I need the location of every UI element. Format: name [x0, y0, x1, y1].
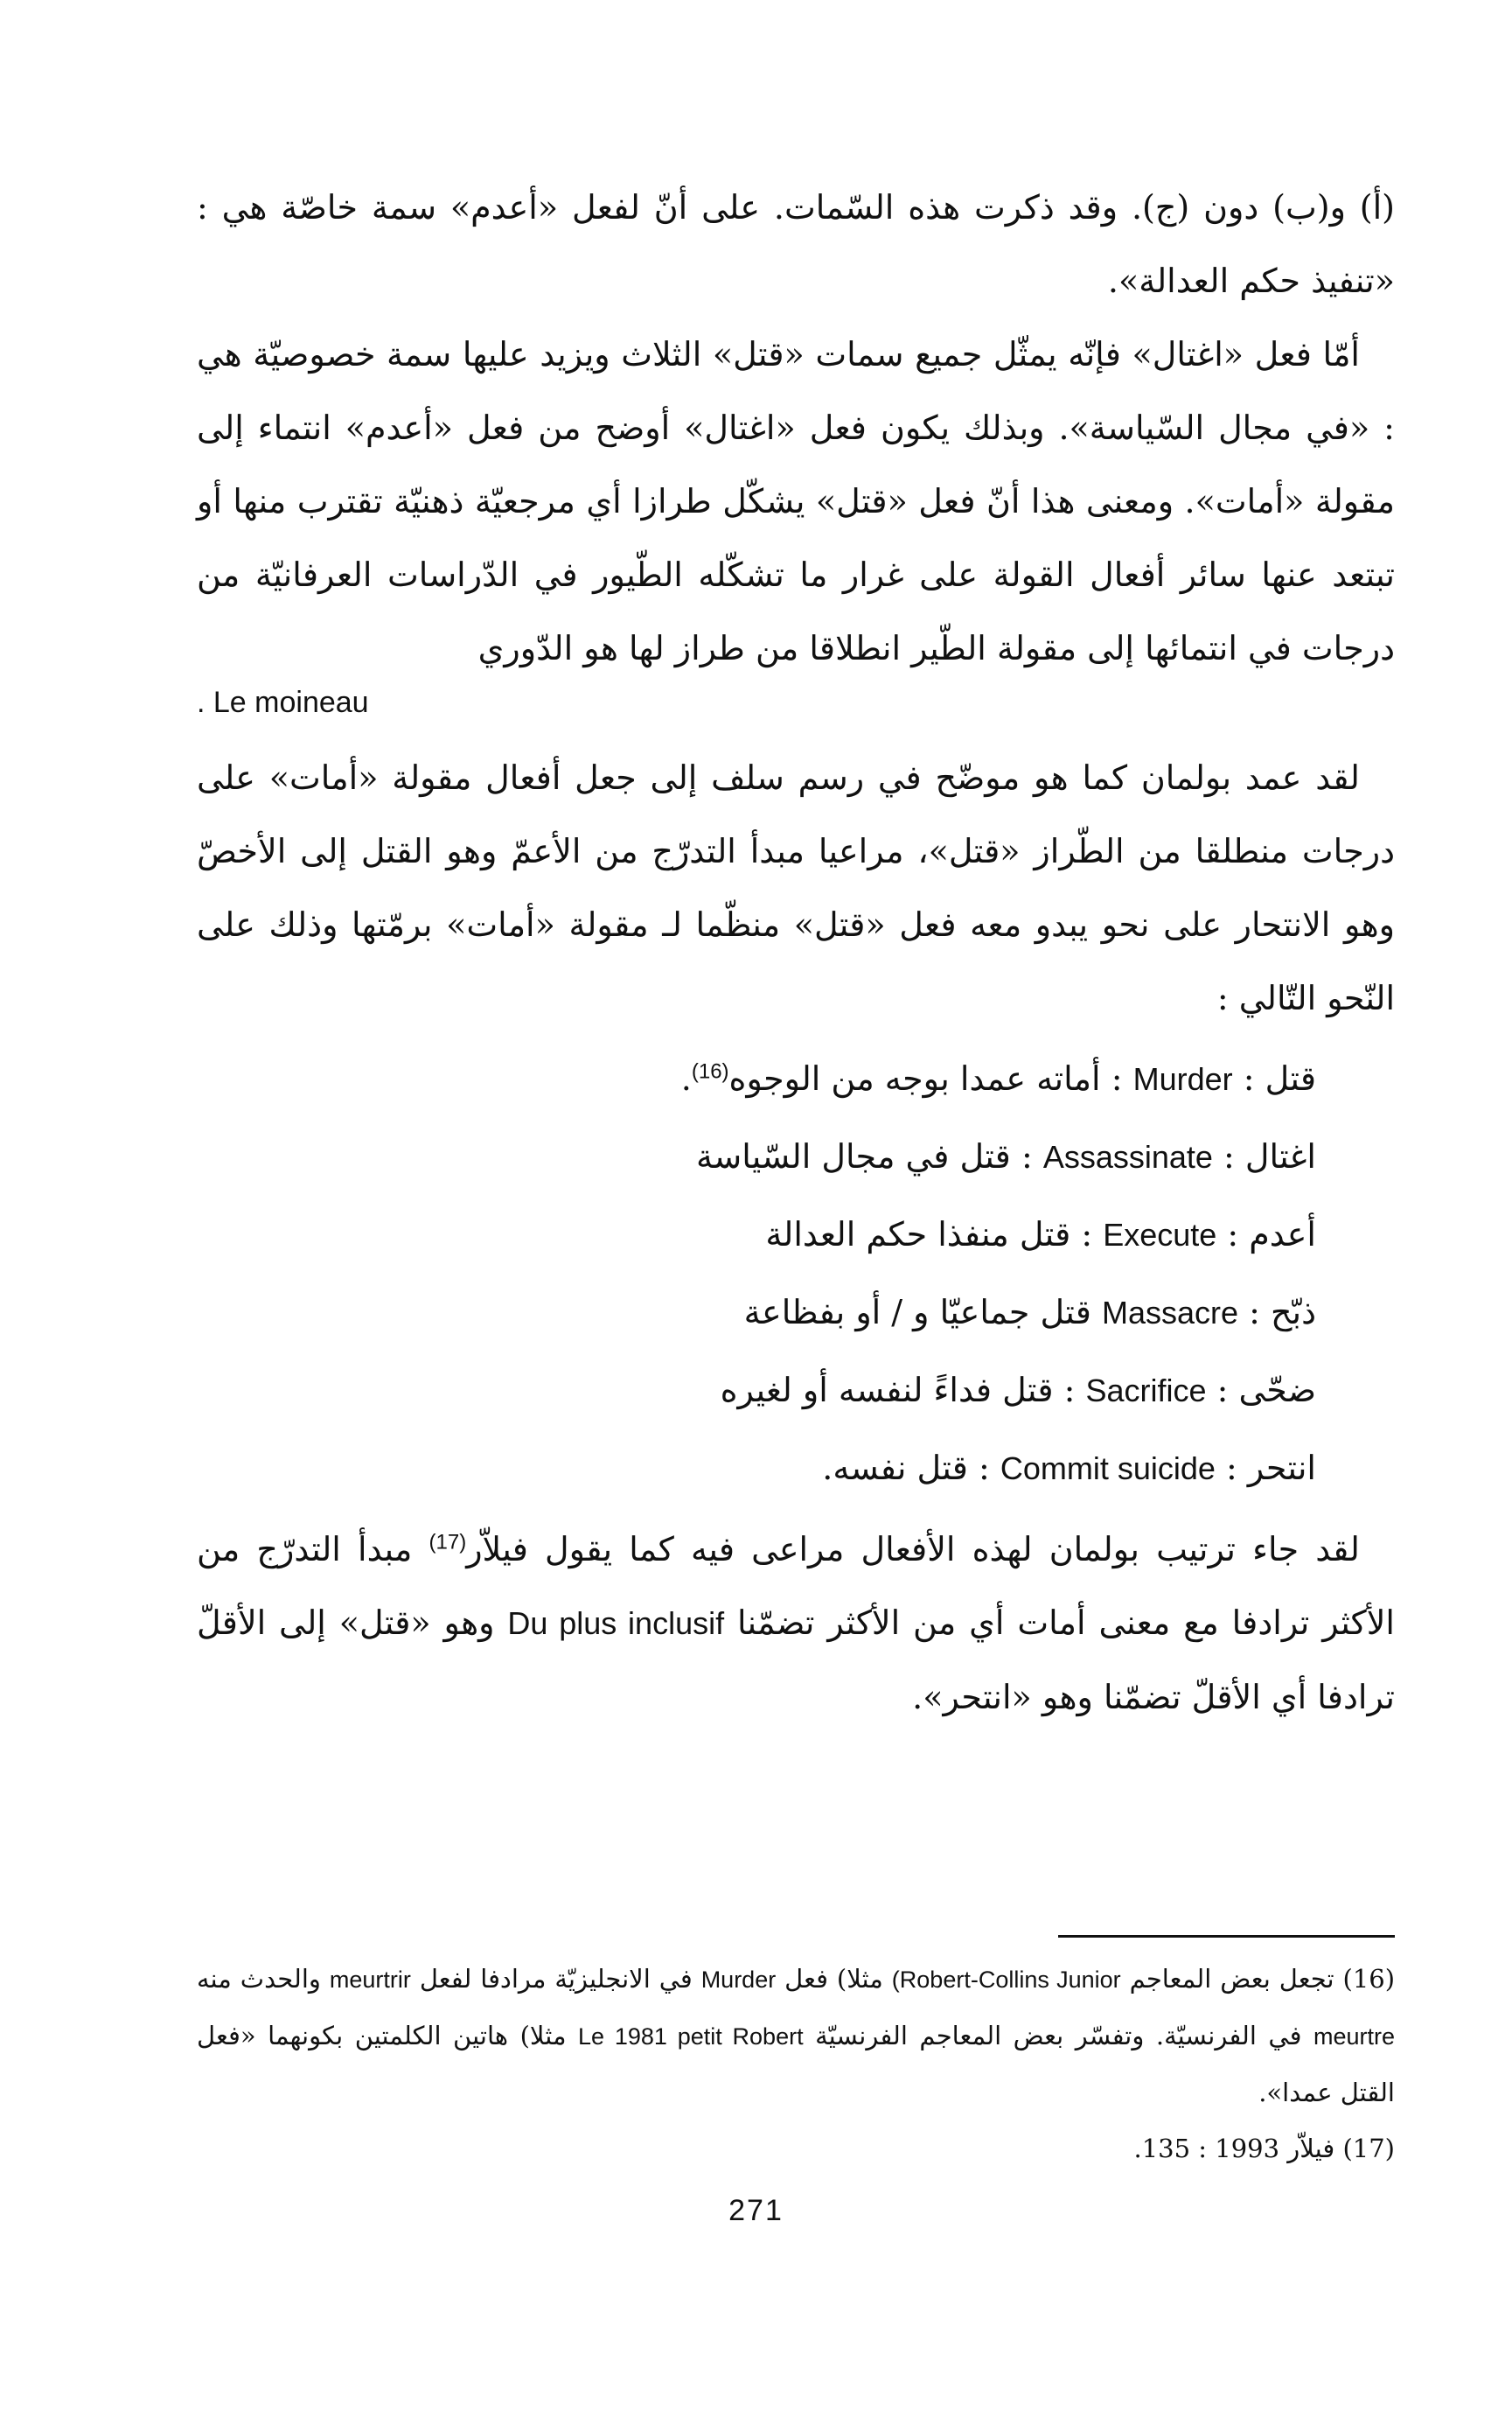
footnote-16-text: مثلا) فعل: [784, 1964, 883, 1994]
footnote-16-latin: meurtrir: [329, 1966, 411, 1993]
definition-verb: أعدم: [1249, 1215, 1316, 1254]
footnote-17-number: (17): [1342, 2134, 1395, 2163]
footnote-ref-17: (17): [429, 1530, 467, 1554]
definition-english: Execute: [1103, 1217, 1217, 1253]
definition-gloss: قتل فداءً لنفسه أو لغيره: [720, 1371, 1054, 1409]
paragraph-2-latin: . Le moineau: [197, 686, 369, 719]
footnote-16-text: في الفرنسيّة. وتفسّر بعض المعاجم الفرنسيّة: [815, 2021, 1302, 2050]
footnote-16-latin: Murder: [700, 1966, 777, 1993]
footnote-17-text: فيلاّر 1993 : 135.: [1133, 2134, 1335, 2163]
footnote-16-text: في الانجليزيّة مرادفا لفعل: [419, 1964, 693, 1994]
definition-gloss: قتل في مجال السّياسة: [696, 1137, 1011, 1176]
footnote-16: [197, 1951, 1395, 2120]
paragraph-4-text-1: لقد جاء ترتيب بولمان لهذه الأفعال مراعى فيه كما يقول فيلاّر: [466, 1530, 1360, 1568]
definition-gloss: قتل منفذا حكم العدالة: [765, 1215, 1071, 1254]
definition-english: Commit suicide: [1000, 1450, 1216, 1486]
definition-item: اغتال : Assassinate : قتل في مجال السّياسة: [696, 1137, 1316, 1176]
definition-verb: اغتال: [1244, 1137, 1316, 1176]
definition-item: أعدم : Execute : قتل منفذا حكم العدالة: [765, 1215, 1316, 1254]
definition-english: Massacre: [1101, 1295, 1238, 1331]
paragraph-3-text: لقد عمد بولمان كما هو موضّح في رسم سلف إلى جعل أفعال مقولة «أمات» على درجات منطلقا من الطّراز «قتل»، مراعيا مبدأ التدرّج من الأعمّ وهو القتل إلى الأخصّ وهو الانتحار على نحو يبدو معه فعل «قتل» منظّما لـ مقولة «أمات» برمّتها وذلك على النّحو التّالي :: [197, 758, 1395, 1017]
definition-verb: ضحّى: [1238, 1371, 1316, 1409]
footnote-16-text: والحدث منه: [197, 1964, 321, 1994]
definition-gloss: قتل نفسه.: [822, 1449, 968, 1487]
footnote-16-latin: (Robert-Collins Junior: [891, 1966, 1121, 1993]
paragraph-4-text-2: مبدأ التدرّج من الأكثر ترادفا مع معنى أمات أي من الأكثر تضمّنا: [197, 1530, 1395, 1642]
definition-verb: قتل: [1265, 1059, 1316, 1098]
definition-item: ضحّى : Sacrifice : قتل فداءً لنفسه أو لغيره: [720, 1371, 1316, 1409]
definition-english: Assassinate: [1042, 1139, 1213, 1175]
footnotes: [197, 1951, 1395, 2176]
footnote-16-number: (16): [1342, 1964, 1396, 1994]
paragraph-1: [197, 171, 1395, 318]
footnote-16-text: تجعل بعض المعاجم: [1129, 1964, 1334, 1994]
page-number: 271: [728, 2194, 784, 2227]
footnote-separator: [1058, 1935, 1395, 1938]
footnote-ref-16: (16): [691, 1059, 729, 1084]
verb-definitions-list: [197, 1040, 1395, 1507]
definition-gloss: قتل جماعيّا و / أو بفظاعة: [743, 1293, 1091, 1331]
footnote-16-latin: Le 1981 petit Robert: [578, 2023, 804, 2050]
paragraph-2-text: أمّا فعل «اغتال» فإنّه يمثّل جميع سمات «قتل» الثلاث ويزيد عليها سمة خصوصيّة هي : «في مجال السّياسة». وبذلك يكون فعل «اغتال» أوضح من فعل «أعدم» انتماء إلى مقولة «أمات». ومعنى هذا أنّ فعل «قتل» يشكّل طرازا أي مرجعيّة ذهنيّة تقترب منها أو تبتعد عنها سائر أفعال القولة على غرار ما تشكّله الطّيور في الدّراسات العرفانيّة من درجات في انتمائها إلى مقولة الطّير انطلاقا من طراز لها هو الدّوري: [197, 335, 1395, 667]
paragraph-4-text-3: وهو «قتل» إلى الأقلّ ترادفا أي الأقلّ تضمّنا وهو «انتحر».: [197, 1603, 1395, 1716]
main-text: [197, 171, 1395, 1734]
footnote-16-latin: meurtre: [1313, 2023, 1395, 2050]
definition-item: قتل : Murder : أماته عمدا بوجه من الوجوه$^{(16)}$.: [680, 1059, 1316, 1098]
paragraph-4: [197, 1512, 1395, 1734]
definition-verb: ذبّح: [1270, 1293, 1316, 1331]
paragraph-4-latin: Du plus inclusif: [507, 1605, 725, 1641]
paragraph-2: [197, 318, 1395, 685]
footnote-16-text: مثلا) هاتين الكلمتين بكونهما «فعل القتل عمدا».: [197, 2021, 1395, 2107]
definition-english: Sacrifice: [1085, 1373, 1207, 1408]
paragraph-3: [197, 741, 1395, 1035]
paragraph-1-text: (أ) و(ب) دون (ج). وقد ذكرت هذه السّمات. على أنّ لفعل «أعدم» سمة خاصّة هي : «تنفيذ حكم العدالة».: [197, 188, 1395, 300]
definition-english: Murder: [1132, 1061, 1233, 1097]
footnote-17: [197, 2120, 1395, 2176]
definition-item: انتحر : Commit suicide : قتل نفسه.: [822, 1449, 1316, 1487]
definition-gloss: أماته عمدا بوجه من الوجوه: [728, 1059, 1101, 1098]
definition-verb: انتحر: [1247, 1449, 1316, 1487]
definition-item: ذبّح : Massacre قتل جماعيّا و / أو بفظاعة: [743, 1293, 1316, 1331]
